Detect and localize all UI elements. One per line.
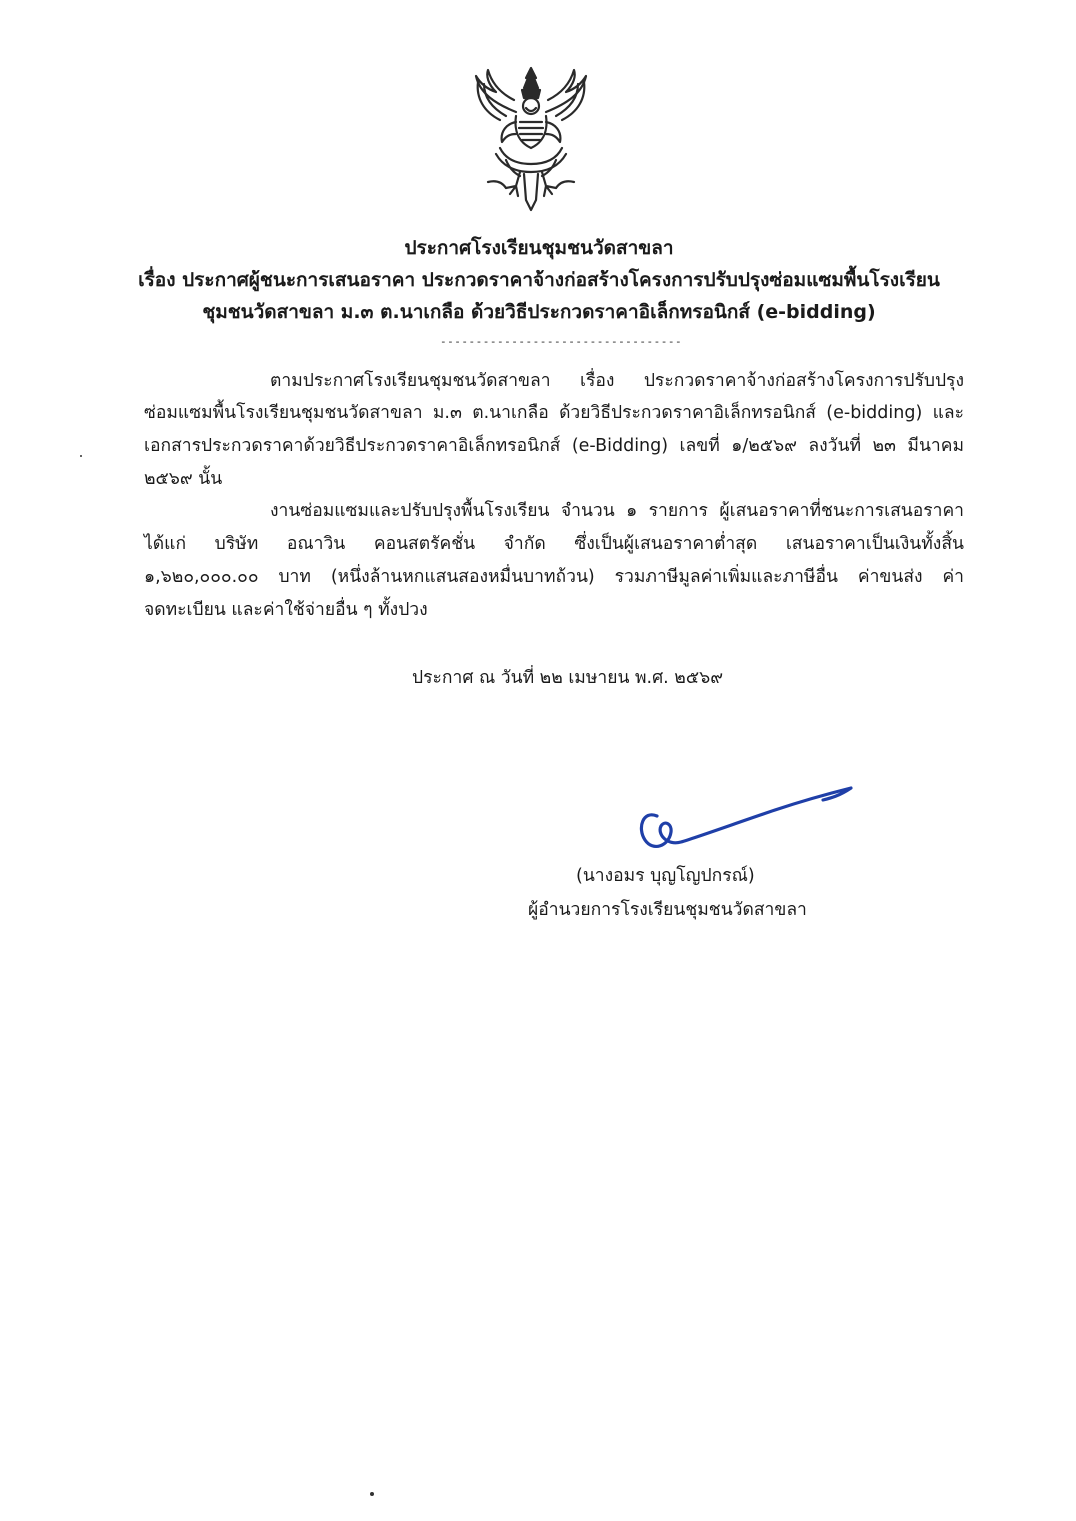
paragraph-2-line-3: ๑,๖๒๐,๐๐๐.๐๐ บาท (หนึ่งล้านหกแสนสองหมื่นบาทถ้วน) รวมภาษีมูลค่าเพิ่มและภาษีอื่น ค่าขนส่ง ค่า: [144, 567, 964, 587]
paragraph-1-line-2: ซ่อมแซมพื้นโรงเรียนชุมชนวัดสาขลา ม.๓ ต.นาเกลือ ด้วยวิธีประกวดราคาอิเล็กทรอนิกส์ (e-bidding) และ: [144, 403, 964, 423]
announcement-date: ประกาศ ณ วันที่ ๒๒ เมษายน พ.ศ. ๒๕๖๙: [412, 668, 724, 688]
signatory-title: ผู้อำนวยการโรงเรียนชุมชนวัดสาขลา: [528, 900, 807, 920]
scan-speck: [80, 455, 82, 457]
scan-speck: [370, 1492, 374, 1496]
paragraph-1-line-4: ๒๕๖๙ นั้น: [144, 469, 223, 489]
signatory-name: (นางอมร บุญโญปกรณ์): [576, 866, 755, 886]
paragraph-2-line-1: งานซ่อมแซมและปรับปรุงพื้นโรงเรียน จำนวน ๑ รายการ ผู้เสนอราคาที่ชนะการเสนอราคา: [270, 501, 964, 521]
garuda-emblem-icon: [466, 64, 596, 212]
paragraph-1-line-1: ตามประกาศโรงเรียนชุมชนวัดสาขลา เรื่อง ประกวดราคาจ้างก่อสร้างโครงการปรับปรุง: [270, 371, 964, 391]
announcement-issuer: ประกาศโรงเรียนชุมชนวัดสาขลา: [404, 237, 674, 259]
announcement-subject-line-2: ชุมชนวัดสาขลา ม.๓ ต.นาเกลือ ด้วยวิธีประกวดราคาอิเล็กทรอนิกส์ (e-bidding): [202, 301, 876, 323]
paragraph-1-line-3: เอกสารประกวดราคาด้วยวิธีประกวดราคาอิเล็กทรอนิกส์ (e-Bidding) เลขที่ ๑/๒๕๖๙ ลงวันที่ ๒๓ มีนาคม: [144, 436, 964, 456]
announcement-subject-line-1: เรื่อง ประกาศผู้ชนะการเสนอราคา ประกวดราคาจ้างก่อสร้างโครงการปรับปรุงซ่อมแซมพื้นโรงเรียน: [138, 269, 940, 291]
header-divider: ----------------------------------: [440, 335, 683, 348]
handwritten-signature: [625, 780, 865, 870]
paragraph-2-line-4: จดทะเบียน และค่าใช้จ่ายอื่น ๆ ทั้งปวง: [144, 600, 428, 620]
paragraph-2-line-2: ได้แก่ บริษัท อณาวิน คอนสตรัคชั่น จำกัด ซึ่งเป็นผู้เสนอราคาต่ำสุด เสนอราคาเป็นเงินทั้งสิ้น: [144, 534, 964, 554]
